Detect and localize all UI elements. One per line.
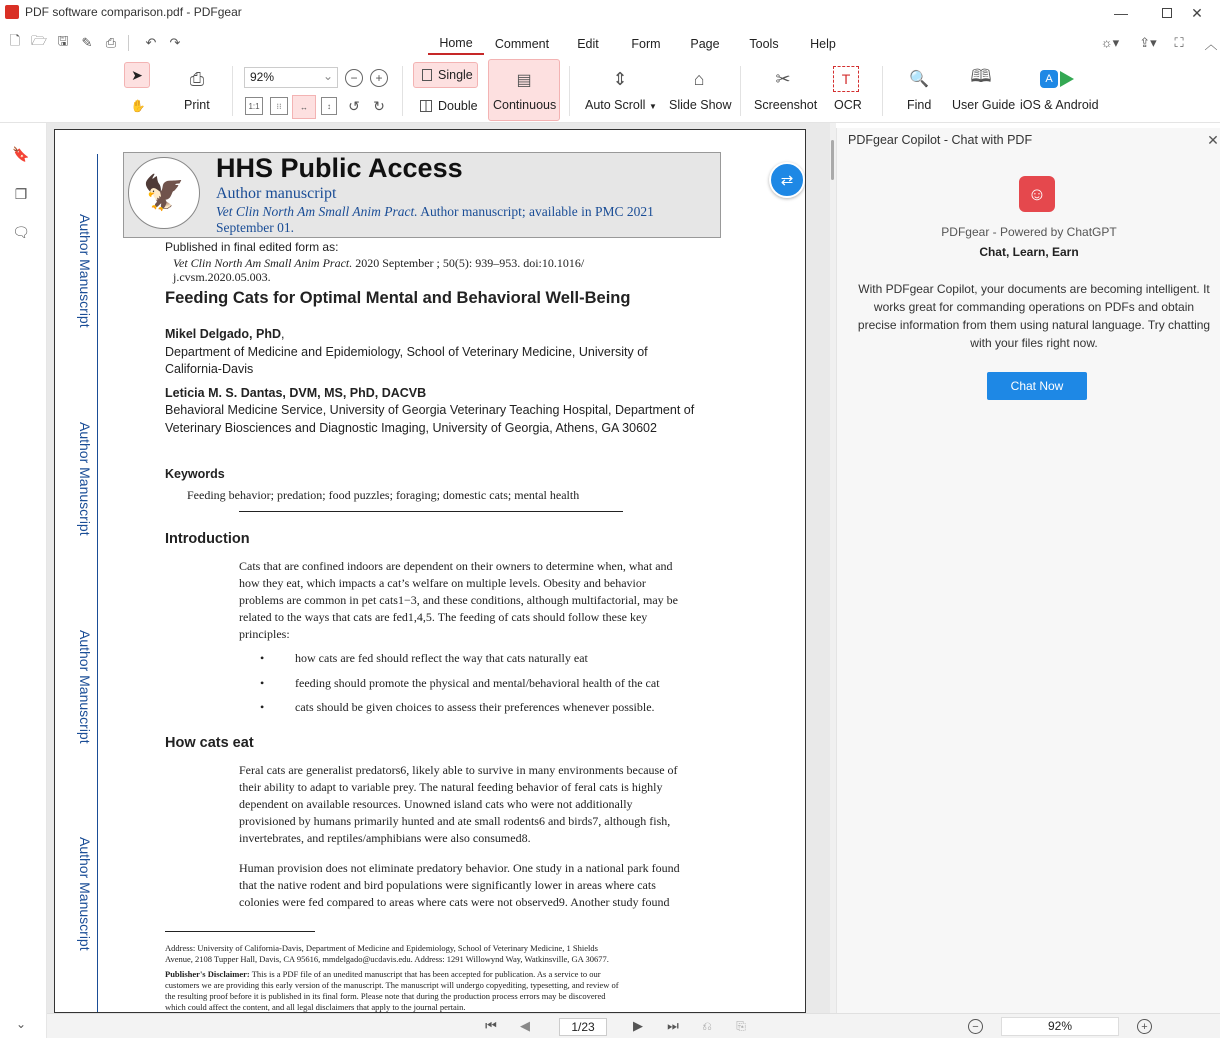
hhs-title: HHS Public Access (216, 153, 463, 183)
zoom-out-button[interactable] (345, 69, 363, 87)
hhs-journal-line (216, 204, 654, 220)
side-label: Author Manuscript (77, 837, 93, 951)
last-page-button[interactable] (665, 1018, 681, 1034)
author1-line: Mikel Delgado, PhD, (165, 327, 285, 341)
bullet-dot: • (260, 700, 265, 714)
footnote-line: Avenue, 2108 Tupper Hall, Davis, CA 95616, mmdelgado@ucdavis.edu. Address: 1291 Willowynd Way, Watkinsville, GA 30677. (165, 954, 609, 964)
redo-icon: ↷ (169, 35, 181, 50)
side-label: Author Manuscript (77, 422, 93, 536)
intro-paragraph (239, 558, 678, 643)
fit-page-icon: ⁝⁝ (276, 101, 282, 111)
how-paragraph-2 (239, 860, 680, 911)
side-label: Author Manuscript (77, 630, 93, 744)
close-window-button[interactable] (1174, 0, 1220, 26)
next-page-icon: ▶ (633, 1018, 643, 1033)
hand-tool-button[interactable] (128, 96, 148, 116)
hhs-subtitle: Author manuscript (216, 185, 337, 202)
bullet-dot: • (260, 651, 265, 665)
fit-page-button[interactable] (270, 97, 288, 115)
continuous-icon: ▤ (516, 72, 532, 89)
single-page-icon (422, 69, 432, 81)
actual-size-icon: 1:1 (248, 101, 260, 111)
copilot-panel (836, 128, 1220, 1013)
pdf-page[interactable] (54, 129, 806, 1013)
redo-button[interactable] (166, 34, 184, 52)
how-line: that the native rodent and bird populations were significantly lower in areas where cats (239, 878, 656, 892)
keywords-text: Feeding behavior; predation; food puzzles; foraging; domestic cats; mental health (187, 488, 580, 502)
tab-tools[interactable]: Tools (749, 37, 779, 51)
ocr-icon: T (833, 66, 859, 92)
how-line: dependent on available resources. Unowned island cats who were not additionally (239, 797, 633, 811)
hhs-seal-icon: 🦅 (128, 157, 200, 229)
disclaimer-line: which could affect the content, and all legal disclaimers that apply to the journal pertain. (165, 1002, 466, 1012)
select-tool-button[interactable] (124, 62, 150, 88)
sun-icon: ☼▾ (1100, 35, 1120, 50)
printer-icon: ⎙ (189, 68, 205, 89)
first-page-icon: ⏮ (485, 1018, 497, 1033)
tab-edit[interactable]: Edit (577, 37, 599, 51)
prev-page-icon: ◀ (520, 1018, 530, 1033)
chevron-up-icon: ︿ (1204, 36, 1218, 52)
slide-show-icon: ⌂ (693, 68, 705, 89)
print-quick-button[interactable] (102, 34, 120, 52)
share-button[interactable] (1136, 34, 1160, 52)
translate-icon: ⇄ (780, 172, 794, 189)
save-icon: 🖫 (57, 33, 69, 48)
bullet-dot: • (260, 676, 265, 690)
bottom-zoom-in-button[interactable] (1137, 1019, 1152, 1034)
published-doi: j.cvsm.2020.05.003. (173, 270, 271, 284)
pdfgear-app-icon (5, 5, 19, 19)
fit-height-button[interactable] (321, 97, 337, 115)
new-file-icon: 🗋 (9, 33, 21, 48)
auto-scroll-button[interactable] (585, 98, 657, 112)
author1-name: Mikel Delgado, PhD (165, 327, 281, 341)
play-store-icon (1060, 71, 1074, 87)
chevron-down-icon: ⌄ (15, 1017, 27, 1031)
disclaimer-line: This is a PDF file of an unedited manuscript that has been accepted for publication. As a service to our (249, 969, 601, 979)
translate-float-button[interactable] (769, 162, 805, 198)
continuous-label: Continuous (493, 98, 557, 112)
slide-show-button[interactable]: Slide Show (669, 98, 732, 112)
share-icon: ⇪▾ (1139, 35, 1157, 50)
fit-height-icon: ↕ (327, 101, 331, 111)
journal-name: Vet Clin North Am Small Anim Pract. (216, 204, 418, 219)
single-page-button[interactable] (413, 62, 478, 88)
chat-now-button[interactable]: Chat Now (987, 372, 1087, 400)
close-icon: ✕ (1191, 4, 1203, 21)
pages-icon: ❐ (14, 185, 28, 202)
footnote-line: Address: University of California-Davis, Department of Medicine and Epidemiology, School of Veterinary Medicine, 1 Shields (165, 943, 598, 953)
how-line: colonies were fed compared to areas where cats were not observed9. Another study found (239, 895, 670, 909)
keywords-rule (239, 511, 623, 512)
auto-scroll-icon: ⇕ (612, 68, 628, 89)
scissors-icon: ✂ (775, 68, 791, 89)
bullet-item: how cats are fed should reflect the way that cats naturally eat (295, 651, 588, 665)
intro-line: how they eat, which impacts a cat’s welfare on multiple levels. Obesity and behavior (239, 576, 646, 590)
auto-scroll-label: Auto Scroll (585, 98, 646, 112)
minimize-button[interactable] (1098, 0, 1144, 26)
fit-width-button[interactable] (292, 95, 316, 119)
double-page-icon (420, 100, 432, 112)
forward-view-icon: ⎘ (736, 1018, 746, 1033)
bottom-zoom-value[interactable]: 92% (1001, 1017, 1119, 1036)
new-file-button[interactable] (6, 34, 24, 52)
published-line: Published in final edited form as: (165, 240, 339, 254)
thumbnails-button[interactable] (12, 185, 30, 203)
title-bar (0, 0, 1220, 26)
copilot-description (849, 280, 1219, 352)
how-line: Feral cats are generalist predators6, likely able to survive in many environments because of (239, 763, 678, 777)
intro-line: principles: (239, 627, 290, 641)
print-label: Print (184, 98, 210, 112)
back-view-button[interactable] (699, 1018, 715, 1034)
caret-down-icon: ▼ (648, 102, 657, 111)
side-label: Author Manuscript (77, 214, 93, 328)
zoom-select[interactable] (244, 67, 338, 88)
fit-width-icon: ↔ (300, 102, 308, 112)
author2-affiliation: Behavioral Medicine Service, University of Georgia Veterinary Teaching Hospital, Department of (165, 403, 695, 417)
open-folder-button[interactable] (30, 34, 48, 52)
expand-sidebar-button[interactable] (12, 1015, 30, 1033)
description-line: works great for commanding operations on PDFs and obtain (873, 300, 1195, 314)
tab-form[interactable]: Form (631, 37, 661, 51)
actual-size-button[interactable] (245, 97, 263, 115)
close-copilot-button[interactable] (1205, 131, 1220, 149)
zoom-in-button[interactable] (370, 69, 388, 87)
undo-icon: ↶ (145, 35, 157, 50)
rotate-right-icon: ↻ (373, 97, 385, 114)
app-store-icon: A (1040, 70, 1058, 88)
user-guide-button[interactable]: User Guide (952, 98, 1016, 112)
tab-page[interactable]: Page (690, 37, 720, 51)
intro-line: problems are common in pet cats1−3, and these conditions, although multifactorial, may be (239, 593, 678, 607)
hhs-header-box (123, 152, 721, 238)
article-title: Feeding Cats for Optimal Mental and Behavioral Well-Being (165, 289, 631, 307)
tab-help[interactable]: Help (810, 37, 836, 51)
how-line: Human provision does not eliminate predatory behavior. One study in a national park found (239, 861, 680, 875)
prev-page-button[interactable] (517, 1018, 533, 1034)
toolbar-divider (128, 35, 129, 51)
scrollbar-thumb[interactable] (831, 140, 834, 180)
intro-line: Cats that are confined indoors are dependent on their owners to determine when, what and (239, 559, 673, 573)
bookmark-button[interactable] (12, 145, 30, 163)
maximize-icon (1162, 8, 1172, 18)
print-icon: ⎙ (105, 35, 117, 50)
bullet-item: cats should be given choices to assess their preferences whenever possible. (295, 700, 655, 714)
author2-name: Leticia M. S. Dantas, DVM, MS, PhD, DACVB (165, 386, 427, 400)
single-label: Single (438, 68, 473, 82)
hhs-date: September 01. (216, 220, 294, 235)
ocr-button[interactable]: OCR (834, 98, 862, 112)
copilot-logo-icon: ☺ (1019, 176, 1055, 212)
footnote-rule (165, 931, 315, 932)
bullet-item: feeding should promote the physical and mental/behavioral health of the cat (295, 676, 660, 690)
copilot-tagline: Chat, Learn, Earn (979, 245, 1079, 259)
published-journal-line (173, 256, 584, 271)
print-button[interactable] (184, 66, 210, 92)
undo-button[interactable] (142, 34, 160, 52)
left-sidebar (0, 123, 47, 1038)
theme-toggle-button[interactable] (1096, 34, 1124, 52)
description-line: with your files right now. (970, 336, 1098, 350)
plus-icon: + (375, 71, 383, 85)
disclaimer-line: the resulting proof before it is published in its final form. Please note that during the production process errors may be discovered (165, 991, 606, 1001)
how-paragraph (239, 762, 678, 847)
availability-text: Author manuscript; available in PMC 2021 (417, 204, 654, 219)
comments-button[interactable] (12, 223, 30, 241)
intro-line: related to the ways that cats are fed1,4,5. The feeding of cats should follow these key (239, 610, 648, 624)
rotate-left-icon: ↺ (348, 97, 360, 114)
collapse-ribbon-button[interactable] (1202, 34, 1220, 52)
comment-icon: 🗨 (12, 223, 30, 240)
continuous-button[interactable] (488, 59, 560, 121)
tab-home[interactable]: Home (428, 33, 484, 55)
chevron-down-icon: ⌄ (322, 69, 333, 83)
tab-comment[interactable]: Comment (494, 37, 550, 51)
screenshot-button[interactable]: Screenshot (754, 98, 818, 112)
description-line: precise information from them using natural language. Try chatting (857, 318, 1211, 332)
published-citation: 2020 September ; 50(5): 939–953. doi:10.1016/ (352, 256, 585, 270)
how-line: provisioned by humans primarily hunted and ate small rodents6 and birds7, although fish, (239, 814, 671, 828)
minus-icon: − (972, 1020, 979, 1033)
footnote-address (165, 943, 609, 965)
window-title: PDF software comparison.pdf - PDFgear (25, 5, 242, 19)
how-heading: How cats eat (165, 735, 254, 751)
intro-heading: Introduction (165, 531, 250, 547)
cursor-icon: ➤ (131, 66, 143, 83)
ios-android-button[interactable]: iOS & Android (1020, 98, 1099, 112)
forward-view-button[interactable] (733, 1018, 749, 1034)
find-button[interactable]: Find (907, 98, 932, 112)
open-folder-icon: 🗁 (30, 33, 48, 48)
copilot-powered: PDFgear - Powered by ChatGPT (941, 225, 1117, 239)
fullscreen-button[interactable] (1170, 34, 1188, 52)
double-page-button[interactable] (420, 96, 484, 116)
bottom-bar (47, 1013, 1220, 1038)
rotate-right-button[interactable] (370, 97, 388, 115)
bookmark-icon: 🔖 (12, 145, 30, 162)
copilot-title: PDFgear Copilot - Chat with PDF (848, 133, 1033, 147)
author1-affiliation: Department of Medicine and Epidemiology, School of Veterinary Medicine, University of (165, 345, 648, 359)
plus-icon: + (1141, 1020, 1148, 1033)
save-button[interactable] (54, 34, 72, 52)
back-view-icon: ⎌ (702, 1018, 712, 1033)
bottom-zoom-out-button[interactable] (968, 1019, 983, 1034)
minus-icon: − (350, 71, 358, 85)
hand-icon: ✋ (130, 99, 146, 113)
fullscreen-icon: ⛶ (1174, 35, 1184, 50)
rotate-left-button[interactable] (345, 97, 363, 115)
how-line: invertebrates, and reptiles/amphibians were also consumed8. (239, 831, 531, 845)
disclaimer-label: Publisher's Disclaimer: (165, 969, 250, 979)
published-journal: Vet Clin North Am Small Anim Pract. (173, 256, 353, 270)
close-icon: ✕ (1207, 131, 1219, 148)
double-label: Double (438, 99, 478, 113)
minimize-icon: — (1114, 5, 1128, 21)
keywords-heading: Keywords (165, 467, 225, 481)
last-page-icon: ⏭ (667, 1018, 679, 1033)
author2-affiliation-cont: Veterinary Biosciences and Diagnostic Imaging, University of Georgia, Athens, GA 30602 (165, 421, 657, 435)
how-line: their ability to adapt to variable prey. The natural feeding behavior of feral cats is highly (239, 780, 663, 794)
save-as-icon: ✎ (81, 35, 93, 50)
page-number-input[interactable]: 1/23 (559, 1018, 607, 1036)
find-icon: 🔍 (909, 71, 929, 88)
next-page-button[interactable] (630, 1018, 646, 1034)
publisher-disclaimer (165, 969, 619, 1013)
disclaimer-line: customers we are providing this early version of the manuscript. The manuscript will undergo copyediting, typesetting, and review of (165, 980, 619, 990)
save-as-button[interactable] (78, 34, 96, 52)
first-page-button[interactable] (483, 1018, 499, 1034)
description-line: With PDFgear Copilot, your documents are becoming intelligent. It (858, 282, 1210, 296)
side-rule (97, 154, 98, 1013)
book-icon: 🕮 (970, 66, 992, 86)
author1-affiliation-cont: California-Davis (165, 362, 254, 376)
zoom-value: 92% (250, 70, 275, 84)
